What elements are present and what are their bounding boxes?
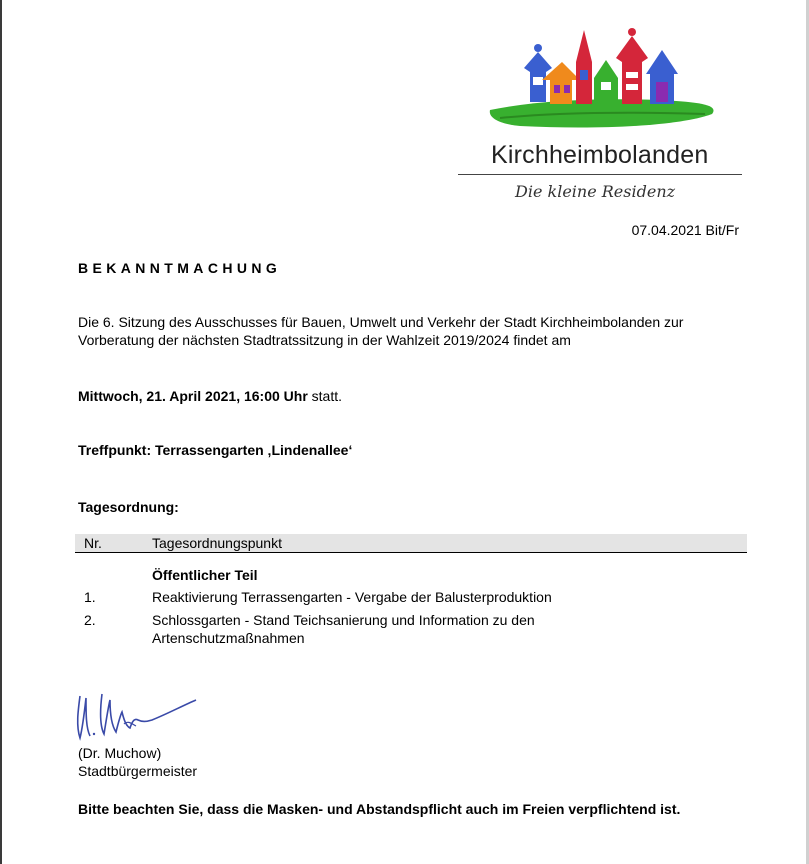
logo-tagline: Die kleine Residenz	[515, 182, 676, 201]
agenda-item-text: Reaktivierung Terrassengarten - Vergabe der Balusterproduktion	[152, 589, 552, 605]
meeting-datetime	[78, 388, 342, 404]
meeting-point: Treffpunkt: Terrassengarten ‚Lindenallee‘	[78, 442, 353, 458]
agenda-table	[75, 534, 747, 646]
window-left-edge	[0, 0, 2, 864]
document-date-reference: 07.04.2021 Bit/Fr	[631, 222, 739, 238]
intro-paragraph: Die 6. Sitzung des Ausschusses für Bauen, Umwelt und Verkehr der Stadt Kirchheimbolanden zur Vorberatung der nächsten Stadtratssitzung in der Wahlzeit 2019/2024 findet am	[78, 314, 684, 348]
agenda-section-title: Öffentlicher Teil	[152, 567, 258, 583]
column-header-nr: Nr.	[84, 535, 102, 551]
handwritten-signature	[72, 686, 202, 746]
mask-notice: Bitte beachten Sie, dass die Masken- und Abstandspflicht auch im Freien verpflichtend ist.	[78, 801, 681, 817]
agenda-table-header	[75, 534, 747, 553]
agenda-item-text: Schlossgarten - Stand Teichsanierung und Information zu den Artenschutzmaßnahmen	[152, 612, 535, 646]
agenda-item-number: 1.	[84, 589, 96, 605]
logo-wordmark: Kirchheimbolanden	[491, 141, 709, 169]
signatory-title: Stadtbürgermeister	[78, 763, 198, 779]
agenda-item-number: 2.	[84, 612, 96, 628]
column-header-item: Tagesordnungspunkt	[152, 535, 282, 551]
meeting-suffix: statt.	[307, 388, 343, 404]
logo-divider	[458, 174, 742, 175]
signatory-name: (Dr. Muchow)	[78, 745, 162, 761]
signatory-block	[78, 744, 197, 780]
document-heading: BEKANNTMACHUNG	[78, 260, 282, 276]
meeting-date-bold: Mittwoch, 21. April 2021, 16:00 Uhr	[78, 388, 308, 404]
agenda-title: Tagesordnung:	[78, 499, 179, 515]
